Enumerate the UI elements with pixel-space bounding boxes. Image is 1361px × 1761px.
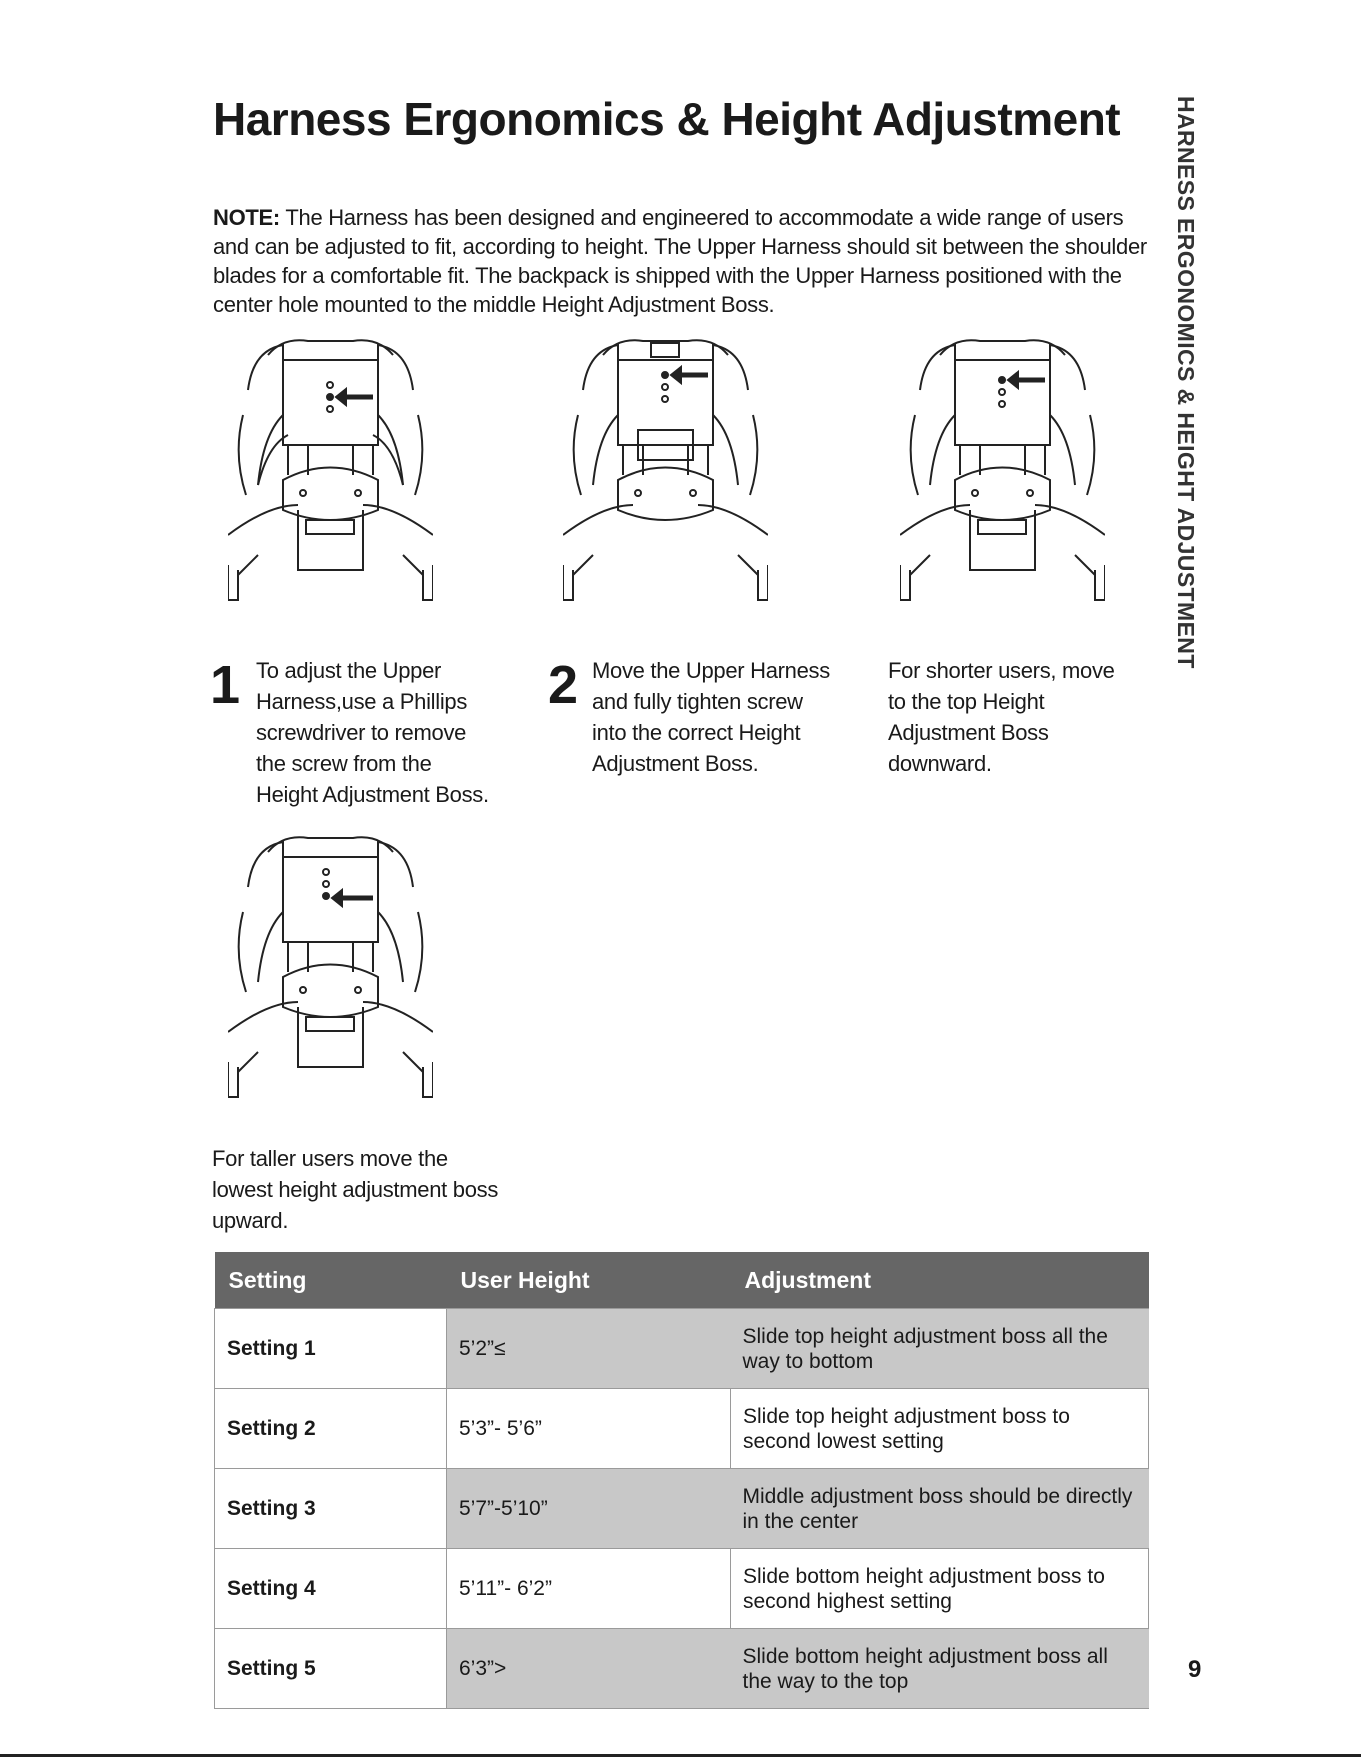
step-2-number: 2 <box>548 655 579 715</box>
adjustment-cell: Slide bottom height adjustment boss to second highest setting <box>731 1549 1149 1629</box>
setting-cell: Setting 2 <box>215 1389 447 1469</box>
table-row <box>215 1389 1149 1469</box>
step-1-text: To adjust the Upper Harness,use a Phillips screwdriver to remove the screw from the Height Adjustment Boss. <box>256 658 489 807</box>
adjustment-cell: Slide bottom height adjustment boss all the way to the top <box>731 1629 1149 1709</box>
height-cell: 6’3”> <box>447 1629 731 1709</box>
backpack-drawing <box>900 335 1105 615</box>
setting-cell: Setting 3 <box>215 1469 447 1549</box>
note-text: The Harness has been designed and engineered to accommodate a wide range of users and can be adjusted to fit, according to height. The Upper Harness should sit between the shoulder blades for a comfortable fit. The backpack is shipped with the Upper Harness positioned with the center hole mounted to the middle Height Adjustment Boss. <box>213 205 1147 317</box>
header-user-height: User Height <box>447 1252 731 1309</box>
table-row <box>215 1549 1149 1629</box>
page-title: Harness Ergonomics & Height Adjustment <box>213 93 1121 145</box>
height-cell: 5’11”- 6’2” <box>447 1549 731 1629</box>
adjustment-cell: Middle adjustment boss should be directly in the center <box>731 1469 1149 1549</box>
backpack-drawing <box>228 832 433 1112</box>
setting-cell: Setting 1 <box>215 1309 447 1389</box>
backpack-illustration-2 <box>563 335 768 615</box>
page-number: 9 <box>1188 1656 1202 1683</box>
section-side-tab: HARNESS ERGONOMICS & HEIGHT ADJUSTMENT <box>1173 96 1199 669</box>
setting-cell: Setting 5 <box>215 1629 447 1709</box>
bottom-divider <box>0 1754 1361 1757</box>
backpack-illustration-1 <box>228 335 433 615</box>
height-cell: 5’2”≤ <box>447 1309 731 1389</box>
table-row <box>215 1629 1149 1709</box>
backpack-drawing <box>228 335 433 615</box>
step-2-text: Move the Upper Harness and fully tighten screw into the correct Height Adjustment Boss. <box>592 658 830 776</box>
table-row <box>215 1469 1149 1549</box>
note-paragraph <box>213 203 1148 319</box>
backpack-drawing <box>563 335 768 615</box>
table-header-row <box>215 1252 1149 1309</box>
height-cell: 5’7”-5’10” <box>447 1469 731 1549</box>
caption-shorter-users: For shorter users, move to the top Height Adjustment Boss downward. <box>888 658 1115 776</box>
backpack-illustration-3 <box>900 335 1105 615</box>
setting-cell: Setting 4 <box>215 1549 447 1629</box>
header-setting: Setting <box>215 1252 447 1309</box>
caption-taller-users: For taller users move the lowest height adjustment boss upward. <box>212 1146 499 1233</box>
backpack-illustration-4 <box>228 832 433 1112</box>
height-settings-table <box>214 1252 1149 1709</box>
height-cell: 5’3”- 5’6” <box>447 1389 731 1469</box>
step-1-number: 1 <box>210 655 241 715</box>
adjustment-cell: Slide top height adjustment boss to second lowest setting <box>731 1389 1149 1469</box>
adjustment-cell: Slide top height adjustment boss all the way to bottom <box>731 1309 1149 1389</box>
note-label: NOTE: <box>213 205 280 230</box>
table-row <box>215 1309 1149 1389</box>
header-adjustment: Adjustment <box>731 1252 1149 1309</box>
